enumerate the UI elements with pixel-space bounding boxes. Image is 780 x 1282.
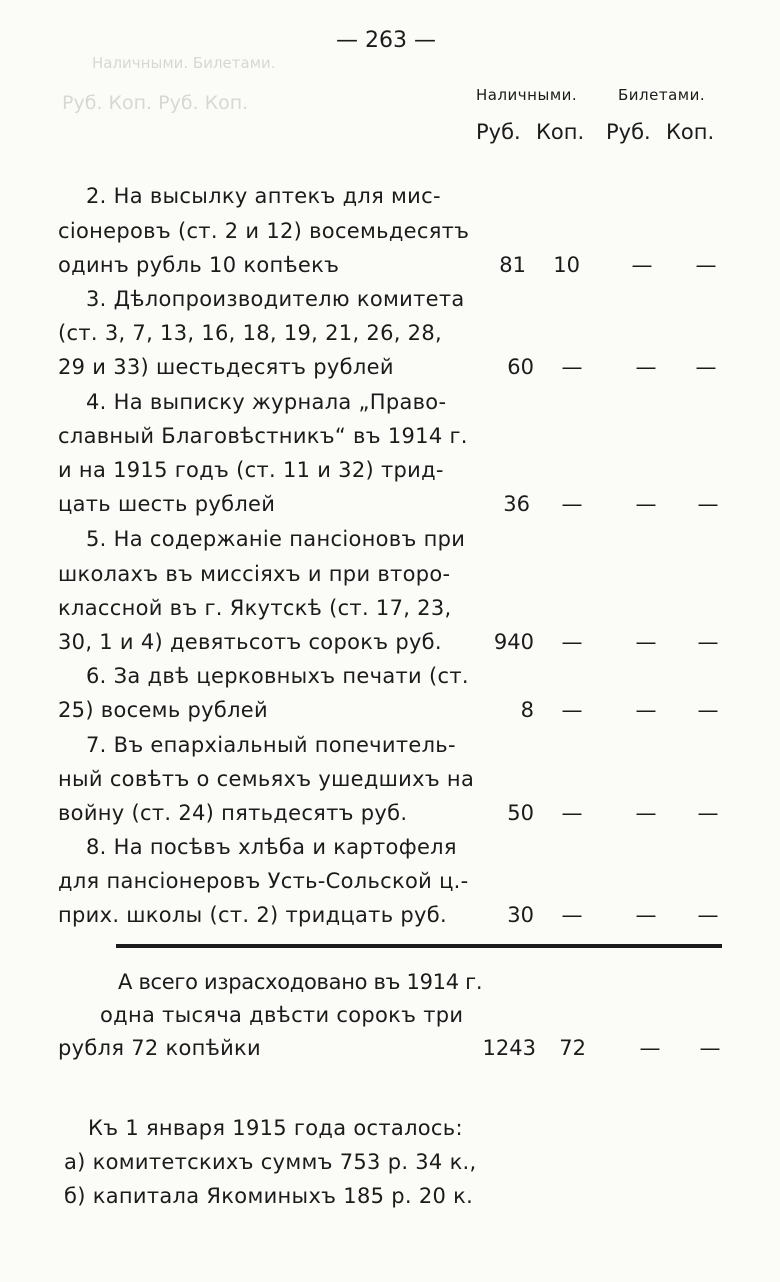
total-cash-kop: 72	[559, 1036, 586, 1060]
item-3-tickets-kop: —	[695, 355, 717, 379]
remainder-yakomin-capital: б) капитала Якоминыхъ 185 р. 20 к.	[64, 1184, 474, 1208]
item-2-tickets-rub: —	[631, 253, 653, 277]
item-6-tickets-rub: —	[635, 698, 657, 722]
item-3-cash-kop: —	[561, 355, 583, 379]
item-7-tickets-kop: —	[697, 801, 719, 825]
item-3-line-2: (ст. 3, 7, 13, 16, 18, 19, 21, 26, 28,	[58, 321, 442, 345]
remainder-heading: Къ 1 января 1915 года осталось:	[88, 1116, 463, 1140]
item-7-line-1: 7. Въ епархіальный попечитель-	[86, 733, 456, 757]
total-tickets-rub: —	[639, 1036, 661, 1060]
total-line-2: одна тысяча двѣсти сорокъ три	[100, 1003, 464, 1027]
item-7-tickets-rub: —	[635, 801, 657, 825]
item-6-line-1: 6. За двѣ церковныхъ печати (ст.	[86, 664, 469, 688]
item-5-line-4: 30, 1 и 4) девятьсотъ сорокъ руб.	[58, 630, 442, 654]
item-4-line-3: и на 1915 годъ (ст. 11 и 32) трид-	[58, 458, 444, 482]
page-number: — 263 —	[336, 28, 436, 53]
cash-column-header: Наличными.	[476, 86, 578, 104]
item-6-cash-rub: 8	[520, 698, 534, 722]
item-3-tickets-rub: —	[635, 355, 657, 379]
item-3-line-3: 29 и 33) шестьдесятъ рублей	[58, 355, 394, 379]
item-2-line-2: сіонеровъ (ст. 2 и 12) восемьдесятъ	[58, 219, 470, 243]
item-8-line-1: 8. На посѣвъ хлѣба и картофеля	[86, 835, 457, 859]
item-5-tickets-rub: —	[635, 630, 657, 654]
item-7-line-2: ный совѣтъ о семьяхъ ушедшихъ на	[58, 767, 475, 791]
item-4-cash-rub: 36	[503, 492, 530, 516]
tickets-rub-subheader: Руб.	[606, 120, 651, 144]
item-3-line-1: 3. Дѣлопроизводителю комитета	[86, 287, 465, 311]
item-8-cash-rub: 30	[507, 903, 534, 927]
item-2-line-3: одинъ рубль 10 копѣекъ	[58, 253, 340, 277]
item-2-line-1: 2. На высылку аптекъ для мис-	[86, 184, 441, 208]
bleed-through-subheader: Руб. Коп. Руб. Коп.	[62, 92, 249, 114]
item-4-line-4: цать шесть рублей	[58, 492, 276, 516]
item-7-cash-rub: 50	[507, 801, 534, 825]
item-6-cash-kop: —	[561, 698, 583, 722]
bleed-through-header: Наличными. Билетами.	[92, 54, 276, 72]
total-line-1: А всего израсходовано въ 1914 г.	[118, 970, 483, 994]
item-8-line-3: прих. школы (ст. 2) тридцать руб.	[58, 903, 447, 927]
item-4-cash-kop: —	[561, 492, 583, 516]
item-8-cash-kop: —	[561, 903, 583, 927]
item-7-cash-kop: —	[561, 801, 583, 825]
item-6-tickets-kop: —	[697, 698, 719, 722]
total-tickets-kop: —	[699, 1036, 721, 1060]
item-6-line-2: 25) восемь рублей	[58, 698, 268, 722]
item-2-cash-kop: 10	[553, 253, 580, 277]
cash-kop-subheader: Коп.	[536, 120, 585, 144]
cash-rub-subheader: Руб.	[476, 120, 521, 144]
item-5-line-1: 5. На содержаніе пансіоновъ при	[86, 527, 466, 551]
item-4-tickets-kop: —	[697, 492, 719, 516]
tickets-kop-subheader: Коп.	[666, 120, 715, 144]
total-divider	[116, 944, 722, 948]
remainder-committee-sums: а) комитетскихъ суммъ 753 р. 34 к.,	[64, 1150, 477, 1174]
tickets-column-header: Билетами.	[618, 86, 706, 104]
item-5-line-3: классной въ г. Якутскѣ (ст. 17, 23,	[58, 596, 452, 620]
item-5-cash-rub: 940	[493, 630, 534, 654]
item-2-tickets-kop: —	[695, 253, 717, 277]
item-8-line-2: для пансіонеровъ Усть-Сольской ц.-	[58, 869, 469, 893]
item-4-line-2: славный Благовѣстникъ“ въ 1914 г.	[58, 424, 468, 448]
item-5-line-2: школахъ въ миссіяхъ и при второ-	[58, 562, 451, 586]
item-8-tickets-kop: —	[697, 903, 719, 927]
item-4-tickets-rub: —	[635, 492, 657, 516]
item-4-line-1: 4. На выписку журнала „Право-	[86, 390, 447, 414]
total-cash-rub: 1243	[482, 1036, 536, 1060]
item-8-tickets-rub: —	[635, 903, 657, 927]
item-7-line-3: войну (ст. 24) пятьдесятъ руб.	[58, 801, 408, 825]
total-line-3: рубля 72 копѣйки	[58, 1036, 261, 1060]
item-5-tickets-kop: —	[697, 630, 719, 654]
item-2-cash-rub: 81	[499, 253, 526, 277]
item-5-cash-kop: —	[561, 630, 583, 654]
item-3-cash-rub: 60	[507, 355, 534, 379]
